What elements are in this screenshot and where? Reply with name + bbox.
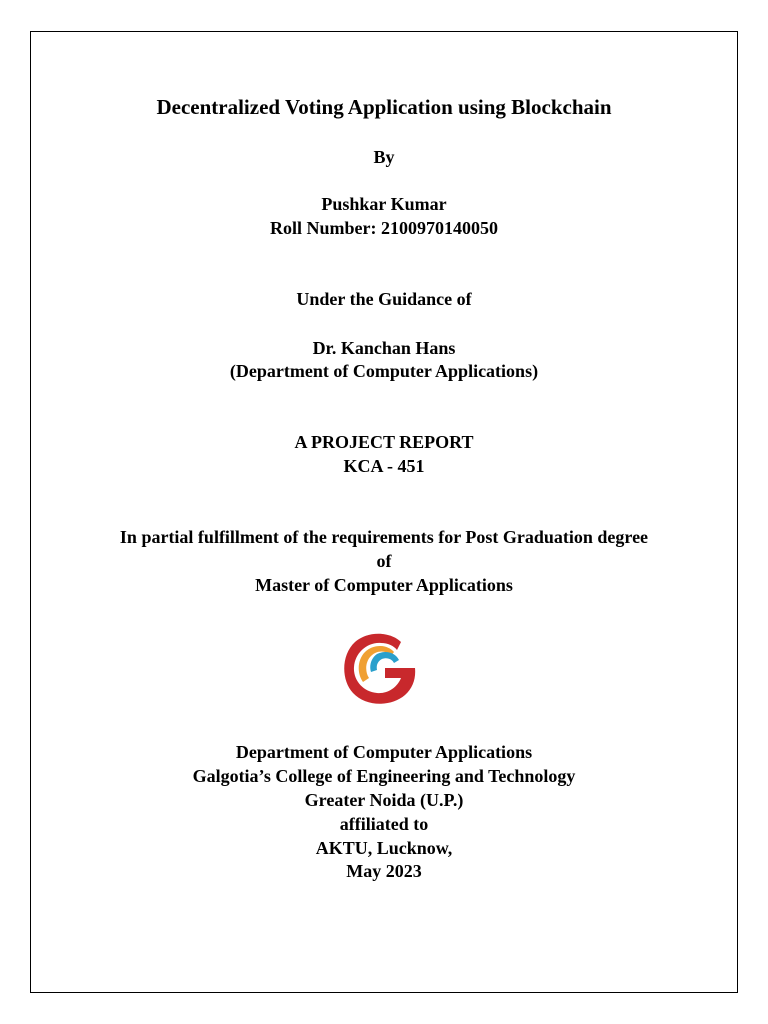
roll-number: Roll Number: 2100970140050 — [270, 218, 498, 238]
guide-name: Dr. Kanchan Hans — [312, 338, 456, 358]
guidance-label: Under the Guidance of — [296, 289, 472, 309]
report-title: Decentralized Voting Application using Blockchain — [156, 95, 612, 119]
degree-name: Master of Computer Applications — [255, 575, 513, 595]
college-location: Greater Noida (U.P.) — [304, 790, 464, 810]
report-type: A PROJECT REPORT — [294, 432, 474, 452]
fulfillment-line-1: In partial fulfillment of the requirements for Post Graduation degree — [119, 527, 649, 547]
college-name: Galgotia’s College of Engineering and Technology — [192, 766, 576, 786]
department-name: Department of Computer Applications — [235, 742, 533, 762]
author-name: Pushkar Kumar — [321, 194, 447, 214]
affiliated-label: affiliated to — [339, 814, 429, 834]
university-name: AKTU, Lucknow, — [315, 838, 453, 858]
logo-red-arc — [344, 634, 415, 704]
college-logo-icon — [339, 628, 417, 708]
report-date: May 2023 — [346, 861, 422, 881]
guide-department: (Department of Computer Applications) — [229, 361, 539, 381]
course-code: KCA - 451 — [343, 456, 425, 476]
fulfillment-line-2: of — [376, 551, 392, 571]
by-label: By — [373, 147, 395, 167]
